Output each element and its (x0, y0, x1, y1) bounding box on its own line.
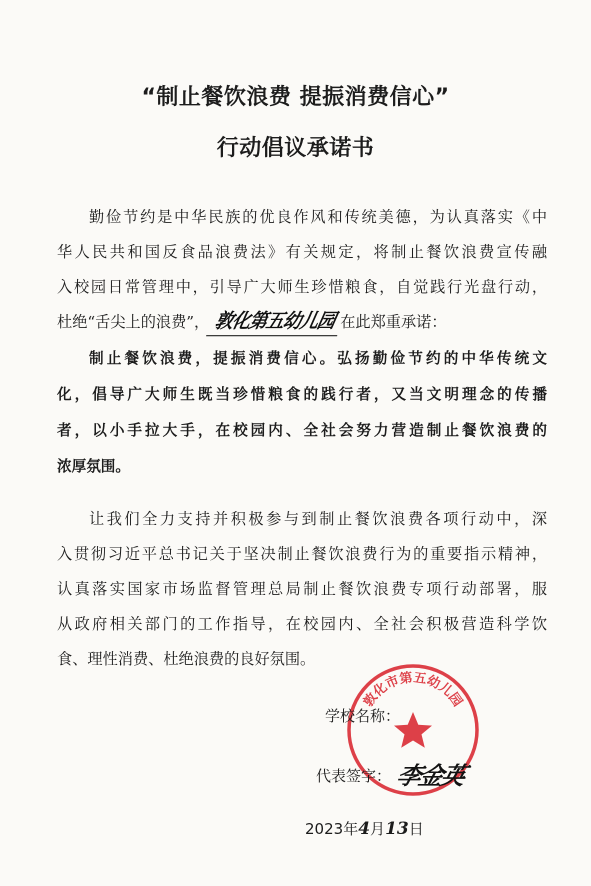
paragraph-line: 制止餐饮浪费，提振消费信心。弘扬勤俭节约的中华传统文 (89, 350, 547, 367)
paragraph-line: 入贯彻习近平总书记关于坚决制止餐饮浪费行为的重要指示精神， (57, 545, 547, 563)
date-month-handwritten: 4 (358, 819, 371, 839)
representative-handwritten-signature: 李金英 (393, 761, 468, 790)
paragraph-line: 认真落实国家市场监督管理总局制止餐饮浪费专项行动部署，服 (57, 580, 547, 598)
paragraph-line (57, 305, 547, 340)
representative-signature-label: 代表签字： (316, 767, 392, 785)
paragraph-line: 让我们全力支持并积极参与到制止餐饮浪费各项行动中，深 (89, 510, 547, 528)
paragraph-text: 在此郑重承诺： (340, 313, 447, 331)
paragraph-text: 杜绝“舌尖上的浪费”， (57, 313, 210, 331)
paragraph-line: 勤俭节约是中华民族的优良作风和传统美德，为认真落实《中 (89, 208, 547, 226)
document-title-line1: “制止餐饮浪费 提振消费信心” (141, 85, 450, 110)
date-day-char: 日 (408, 820, 424, 838)
school-name-label: 学校名称： (325, 707, 401, 725)
paragraph-line: 浓厚氛围。 (57, 458, 130, 475)
date-year-char: 年 (343, 820, 359, 838)
handwritten-school-name: 敦化第五幼儿园 (206, 309, 343, 337)
paragraph-pledge (57, 341, 547, 485)
paragraph-line: 入校园日常管理中，引导广大师生珍惜粮食，自觉践行光盘行动， (57, 278, 547, 296)
document-title-line2: 行动倡议承诺书 (216, 136, 375, 161)
date-month-char: 月 (370, 820, 386, 838)
paragraph-line: 华人民共和国反食品浪费法》有关规定，将制止餐饮浪费宣传融 (57, 243, 547, 261)
paragraph-line: 者，以小手拉大手，在校园内、全社会努力营造制止餐饮浪费的 (57, 422, 547, 439)
paragraph-intro (57, 200, 547, 340)
date-day-handwritten: 13 (385, 819, 409, 839)
paragraph-closing (57, 502, 547, 677)
paragraph-line: 化，倡导广大师生既当珍惜粮食的践行者，又当文明理念的传播 (57, 386, 547, 403)
seal-text-top: 敦化市第五幼儿园 (361, 670, 465, 710)
paragraph-line: 食、理性消费、杜绝浪费的良好氛围。 (57, 650, 316, 668)
date-year: 2023 (305, 820, 344, 838)
paragraph-line: 从政府相关部门的工作指导，在校园内、全社会积极营造科学饮 (57, 615, 547, 633)
signing-date (305, 818, 424, 839)
